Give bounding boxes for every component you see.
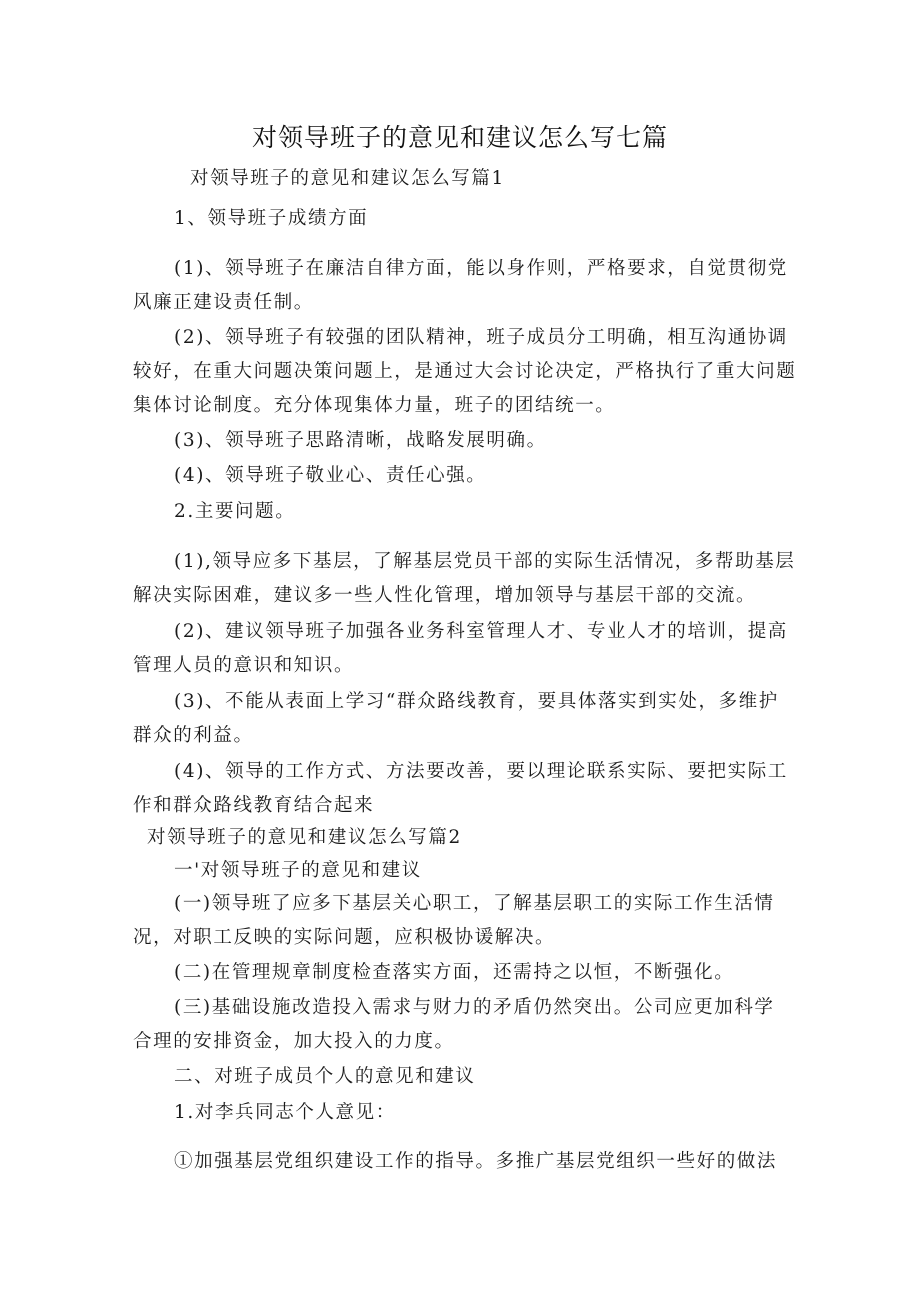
paragraph-line: 作和群众路线教育结合起来 [133, 795, 375, 816]
paragraph-line: (三)基础设施改造投入需求与财力的矛盾仍然突出。公司应更加科学 [174, 997, 775, 1018]
subsection-heading: 2.主要问题。 [174, 501, 296, 522]
subsection-heading: 1、领导班子成绩方面 [174, 208, 369, 229]
paragraph-line: ①加强基层党组织建设工作的指导。多推广基层党组织一些好的做法 [174, 1151, 778, 1172]
document-title: 对领导班子的意见和建议怎么写七篇 [251, 123, 668, 152]
section-heading-2: 对领导班子的意见和建议怎么写篇2 [147, 827, 462, 848]
paragraph-line: (二)在管理规章制度检查落实方面，还需持之以恒，不断强化。 [174, 962, 735, 983]
paragraph-line: 管理人员的意识和知识。 [133, 655, 355, 676]
paragraph-line: (2)、建议领导班子加强各业务科室管理人才、专业人才的培训，提高 [174, 621, 788, 642]
paragraph-line: (一)领导班了应多下基层关心职工，了解基层职工的实际工作生活情 [174, 893, 775, 914]
paragraph-line: 风廉正建设责任制。 [133, 292, 314, 313]
paragraph-line: 群众的利益。 [133, 725, 254, 746]
paragraph-line: (2)、领导班子有较强的团队精神，班子成员分工明确，相互沟通协调 [174, 327, 788, 348]
paragraph-line: (1)、领导班子在廉洁自律方面，能以身作则，严格要求，自觉贯彻党 [174, 258, 788, 279]
paragraph-line: 集体讨论制度。充分体现集体力量，班子的团结统一。 [133, 395, 616, 416]
paragraph-line: (3)、领导班子思路清晰，战略发展明确。 [174, 430, 547, 451]
paragraph-line: 合理的安排资金，加大投入的力度。 [133, 1031, 455, 1052]
subsection-heading: 一'对领导班子的意见和建议 [174, 860, 422, 881]
paragraph-line: 况，对职工反映的实际问题，应积极协谖解决。 [133, 927, 556, 948]
paragraph-line: 较好，在重大问题决策问题上，是通过大会讨论决定，严格执行了重大问题 [133, 361, 797, 382]
paragraph-line: (1),领导应多下基层，了解基层党员干部的实际生活情况，多帮助基层 [174, 551, 796, 572]
paragraph-line: (4)、领导班子敬业心、责任心强。 [174, 465, 487, 486]
section-heading-1: 对领导班子的意见和建议怎么写篇1 [190, 168, 505, 189]
paragraph-line: (3)、不能从表面上学习“群众路线教育，要具体落实到实处，多维护 [174, 691, 779, 712]
subsection-heading: 二、对班子成员个人的意见和建议 [174, 1066, 476, 1087]
subsection-heading: 1.对李兵同志个人意见： [174, 1102, 396, 1123]
paragraph-line: 解决实际困难，建议多一些人性化管理，增加领导与基层干部的交流。 [133, 585, 757, 606]
paragraph-line: (4)、领导的工作方式、方法要改善，要以理论联系实际、要把实际工 [174, 761, 788, 782]
